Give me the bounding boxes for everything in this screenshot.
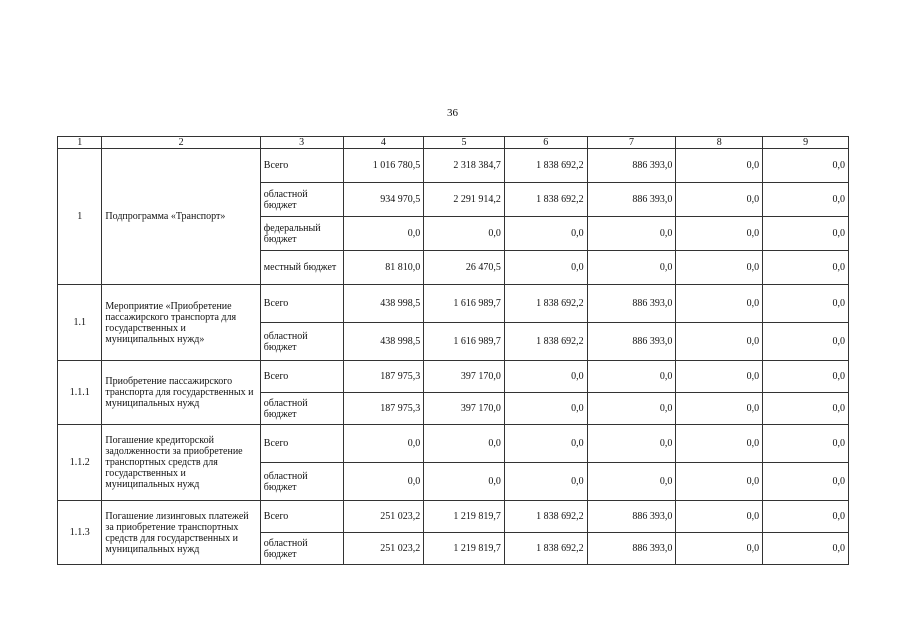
- value-cell: 1 838 692,2: [504, 149, 587, 183]
- value-cell: 251 023,2: [343, 501, 424, 533]
- value-cell: 0,0: [504, 361, 587, 393]
- column-header: 5: [424, 137, 505, 149]
- value-cell: 1 219 819,7: [424, 501, 505, 533]
- value-cell: 0,0: [504, 425, 587, 463]
- value-cell: 1 838 692,2: [504, 183, 587, 217]
- value-cell: 1 016 780,5: [343, 149, 424, 183]
- value-cell: 0,0: [763, 149, 849, 183]
- row-number: 1.1: [58, 285, 102, 361]
- value-cell: 0,0: [424, 463, 505, 501]
- value-cell: 0,0: [676, 251, 763, 285]
- budget-table: [57, 136, 849, 565]
- funding-source: областной бюджет: [260, 393, 343, 425]
- value-cell: 397 170,0: [424, 393, 505, 425]
- row-number: 1.1.2: [58, 425, 102, 501]
- value-cell: 0,0: [763, 251, 849, 285]
- row-number: 1.1.3: [58, 501, 102, 565]
- value-cell: 1 219 819,7: [424, 533, 505, 565]
- table-row: [58, 149, 849, 183]
- row-name: Погашение кредиторской задолженности за приобретение транспортных средств для государственных и муниципальных нужд: [102, 425, 260, 501]
- value-cell: 1 616 989,7: [424, 285, 505, 323]
- value-cell: 0,0: [763, 217, 849, 251]
- value-cell: 0,0: [676, 361, 763, 393]
- value-cell: 0,0: [343, 463, 424, 501]
- value-cell: 1 838 692,2: [504, 501, 587, 533]
- value-cell: 438 998,5: [343, 323, 424, 361]
- value-cell: 886 393,0: [587, 323, 676, 361]
- funding-source: федеральный бюджет: [260, 217, 343, 251]
- value-cell: 886 393,0: [587, 533, 676, 565]
- value-cell: 0,0: [676, 533, 763, 565]
- value-cell: 886 393,0: [587, 501, 676, 533]
- funding-source: областной бюджет: [260, 533, 343, 565]
- row-number: 1.1.1: [58, 361, 102, 425]
- value-cell: 0,0: [676, 501, 763, 533]
- value-cell: 1 838 692,2: [504, 323, 587, 361]
- table-row: [58, 361, 849, 393]
- funding-source: областной бюджет: [260, 323, 343, 361]
- value-cell: 0,0: [763, 285, 849, 323]
- funding-source: областной бюджет: [260, 463, 343, 501]
- row-name: Приобретение пассажирского транспорта для государственных и муниципальных нужд: [102, 361, 260, 425]
- column-header: 8: [676, 137, 763, 149]
- value-cell: 0,0: [343, 217, 424, 251]
- row-name: Подпрограмма «Транспорт»: [102, 149, 260, 285]
- table-row: [58, 501, 849, 533]
- value-cell: 0,0: [763, 425, 849, 463]
- funding-source: областной бюджет: [260, 183, 343, 217]
- value-cell: 1 838 692,2: [504, 533, 587, 565]
- value-cell: 438 998,5: [343, 285, 424, 323]
- value-cell: 0,0: [763, 393, 849, 425]
- row-name: Мероприятие «Приобретение пассажирского транспорта для государственных и муниципальных нужд»: [102, 285, 260, 361]
- value-cell: 0,0: [676, 463, 763, 501]
- column-header: 6: [504, 137, 587, 149]
- value-cell: 886 393,0: [587, 285, 676, 323]
- value-cell: 0,0: [424, 217, 505, 251]
- funding-source: Всего: [260, 149, 343, 183]
- value-cell: 397 170,0: [424, 361, 505, 393]
- value-cell: 0,0: [587, 217, 676, 251]
- value-cell: 2 291 914,2: [424, 183, 505, 217]
- value-cell: 0,0: [763, 501, 849, 533]
- column-header: 9: [763, 137, 849, 149]
- table-row: [58, 285, 849, 323]
- value-cell: 251 023,2: [343, 533, 424, 565]
- value-cell: 0,0: [676, 323, 763, 361]
- value-cell: 0,0: [676, 425, 763, 463]
- funding-source: Всего: [260, 425, 343, 463]
- table-row: [58, 425, 849, 463]
- row-name: Погашение лизинговых платежей за приобретение транспортных средств для государственных и муниципальных нужд: [102, 501, 260, 565]
- value-cell: 1 838 692,2: [504, 285, 587, 323]
- value-cell: 0,0: [504, 463, 587, 501]
- value-cell: 886 393,0: [587, 149, 676, 183]
- value-cell: 0,0: [587, 251, 676, 285]
- value-cell: 0,0: [676, 393, 763, 425]
- value-cell: 0,0: [676, 149, 763, 183]
- column-header: 7: [587, 137, 676, 149]
- column-header: 3: [260, 137, 343, 149]
- value-cell: 934 970,5: [343, 183, 424, 217]
- value-cell: 0,0: [763, 463, 849, 501]
- funding-source: местный бюджет: [260, 251, 343, 285]
- value-cell: 2 318 384,7: [424, 149, 505, 183]
- page-number: 36: [447, 107, 458, 119]
- value-cell: 0,0: [763, 361, 849, 393]
- value-cell: 0,0: [504, 393, 587, 425]
- value-cell: 0,0: [587, 425, 676, 463]
- value-cell: 187 975,3: [343, 361, 424, 393]
- funding-source: Всего: [260, 361, 343, 393]
- value-cell: 0,0: [504, 217, 587, 251]
- value-cell: 886 393,0: [587, 183, 676, 217]
- value-cell: 0,0: [763, 323, 849, 361]
- value-cell: 1 616 989,7: [424, 323, 505, 361]
- column-header: 4: [343, 137, 424, 149]
- value-cell: 0,0: [763, 533, 849, 565]
- value-cell: 0,0: [676, 183, 763, 217]
- value-cell: 26 470,5: [424, 251, 505, 285]
- value-cell: 0,0: [587, 361, 676, 393]
- value-cell: 0,0: [676, 217, 763, 251]
- value-cell: 0,0: [424, 425, 505, 463]
- value-cell: 0,0: [343, 425, 424, 463]
- header-row: [58, 137, 849, 149]
- column-header: 1: [58, 137, 102, 149]
- row-number: 1: [58, 149, 102, 285]
- value-cell: 0,0: [587, 393, 676, 425]
- value-cell: 0,0: [763, 183, 849, 217]
- column-header: 2: [102, 137, 260, 149]
- funding-source: Всего: [260, 285, 343, 323]
- value-cell: 0,0: [504, 251, 587, 285]
- value-cell: 0,0: [587, 463, 676, 501]
- funding-source: Всего: [260, 501, 343, 533]
- value-cell: 81 810,0: [343, 251, 424, 285]
- value-cell: 187 975,3: [343, 393, 424, 425]
- value-cell: 0,0: [676, 285, 763, 323]
